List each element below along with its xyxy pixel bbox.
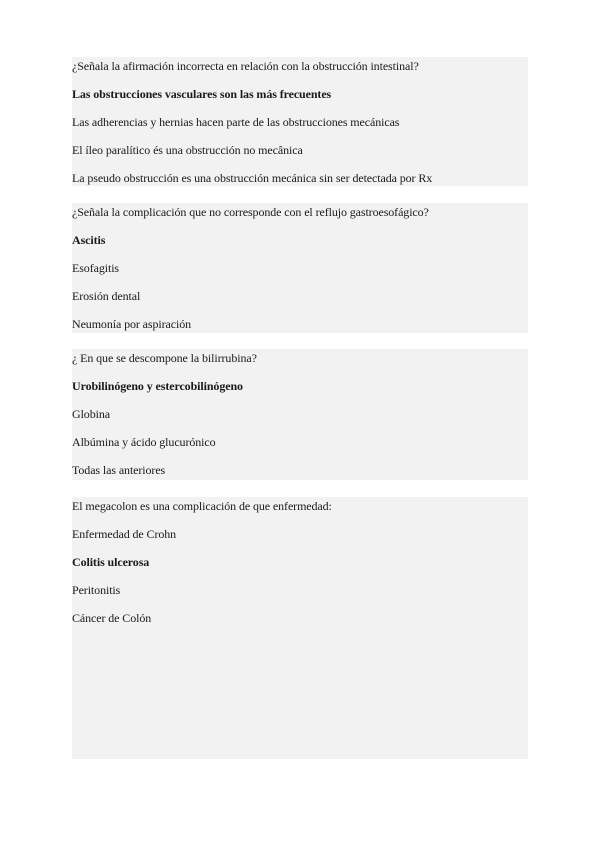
- answer-option: Enfermedad de Crohn: [72, 527, 177, 541]
- question-block-4: [72, 497, 528, 759]
- question-block-3: [72, 349, 528, 480]
- answer-option: El íleo paralítico és una obstrucción no mecânica: [72, 143, 303, 157]
- answer-option-correct: Las obstrucciones vasculares son las más frecuentes: [72, 87, 332, 101]
- question-text: ¿ En que se descompone la bilirrubina?: [72, 351, 257, 365]
- answer-option: Albúmina y ácido glucurónico: [72, 435, 216, 449]
- question-text: El megacolon es una complicación de que enfermedad:: [72, 499, 332, 513]
- answer-option-correct: Colitis ulcerosa: [72, 555, 150, 569]
- answer-option: Erosión dental: [72, 289, 141, 303]
- answer-option: Esofagitis: [72, 261, 119, 275]
- answer-option: Neumonía por aspiración: [72, 317, 191, 331]
- question-text: ¿Señala la afirmación incorrecta en relación con la obstrucción intestinal?: [72, 59, 419, 73]
- question-block-1: [72, 57, 528, 186]
- answer-option: Peritonitis: [72, 583, 121, 597]
- answer-option: Todas las anteriores: [72, 463, 166, 477]
- answer-option: La pseudo obstrucción es una obstrucción mecánica sin ser detectada por Rx: [72, 171, 433, 185]
- answer-option: Globina: [72, 407, 110, 421]
- answer-option: Cáncer de Colón: [72, 611, 152, 625]
- question-text: ¿Señala la complicación que no corresponde con el reflujo gastroesofágico?: [72, 205, 429, 219]
- answer-option-correct: Urobilinógeno y estercobilinógeno: [72, 379, 243, 393]
- answer-option-correct: Ascitis: [72, 233, 106, 247]
- answer-option: Las adherencias y hernias hacen parte de las obstrucciones mecánicas: [72, 115, 400, 129]
- question-block-2: [72, 203, 528, 333]
